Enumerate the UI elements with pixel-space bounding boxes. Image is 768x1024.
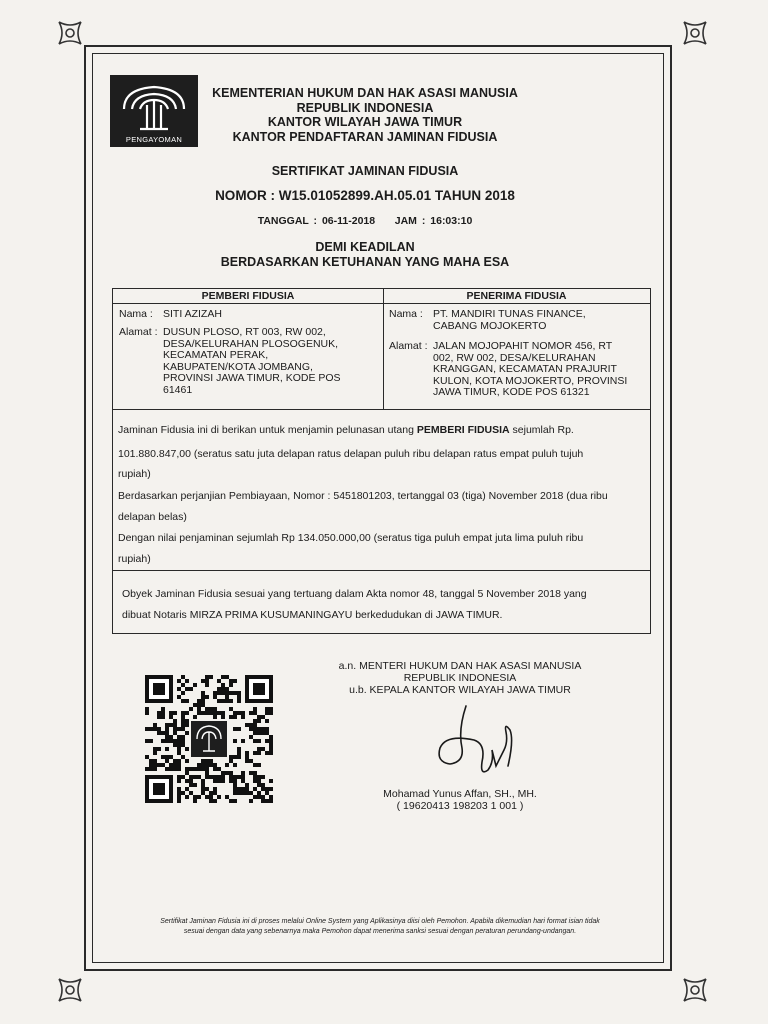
guarantee-line-7: rupiah) bbox=[118, 553, 151, 565]
giver-address-line: DUSUN PLOSO, RT 003, RW 002, bbox=[163, 326, 326, 338]
footer-line-2: sesuai dengan data yang sebenarnya maka Pemohon dapat menerima sanksi sesuai dengan peraturan perundang-undangan. bbox=[183, 928, 577, 935]
signatory-name: Mohamad Yunus Affan, SH., MH. bbox=[383, 788, 537, 800]
pengayoman-tree-icon bbox=[110, 75, 198, 135]
footer-line-1: Sertifikat Jaminan Fidusia ini di proses melalui Online System yang Aplikasinya diisi oleh Pemohon. Apabila dikemudian hari format isian tidak bbox=[160, 918, 600, 925]
giver-name: SITI AZIZAH bbox=[163, 308, 222, 320]
receiver-address-line: KRANGGAN, KECAMATAN PRAJURIT bbox=[433, 363, 617, 375]
signatory-title bbox=[300, 660, 620, 696]
receiver-name-line: PT. MANDIRI TUNAS FINANCE, bbox=[433, 308, 586, 320]
guarantee-line-4: Berdasarkan perjanjian Pembiayaan, Nomor : 5451801203, tertanggal 03 (tiga) November 2018 (dua ribu bbox=[118, 490, 608, 502]
receiver-name-label: Nama : bbox=[389, 308, 423, 320]
certificate-title: SERTIFIKAT JAMINAN FIDUSIA bbox=[271, 164, 459, 178]
ministry-header bbox=[200, 86, 530, 144]
object-line-2: dibuat Notaris MIRZA PRIMA KUSUMANINGAYU berkedudukan di JAWA TIMUR. bbox=[122, 609, 503, 621]
giver-heading: PEMBERI FIDUSIA bbox=[113, 289, 383, 304]
corner-ornament-icon bbox=[55, 18, 85, 48]
signatory-line-2: REPUBLIK INDONESIA bbox=[403, 672, 517, 684]
footer-disclaimer bbox=[100, 917, 660, 937]
giver-address-line: DESA/KELURAHAN PLOSOGENUK, bbox=[163, 337, 339, 350]
header-line-3: KANTOR WILAYAH JAWA TIMUR bbox=[267, 115, 463, 129]
guarantee-line-3: rupiah) bbox=[118, 468, 151, 480]
header-line-1: KEMENTERIAN HUKUM DAN HAK ASASI MANUSIA bbox=[212, 86, 518, 100]
signature-icon bbox=[428, 700, 528, 780]
motto-line-1: DEMI KEADILAN bbox=[315, 240, 415, 254]
receiver-address-line: 002, RW 002, DESA/KELURAHAN bbox=[433, 351, 596, 364]
motto bbox=[160, 240, 570, 270]
signatory-nip: ( 19620413 198203 1 001 ) bbox=[396, 800, 524, 812]
guarantee-line-5: delapan belas) bbox=[118, 511, 187, 523]
giver-address-line: KECAMATAN PERAK, bbox=[163, 349, 269, 361]
guarantee-line-2: 101.880.847,00 (seratus satu juta delapan ratus delapan puluh ribu delapan ratus empat puluh tujuh bbox=[118, 448, 584, 460]
qr-code bbox=[145, 675, 273, 803]
receiver-address-line: JAWA TIMUR, KODE POS 61321 bbox=[433, 386, 590, 398]
receiver-address-line: JALAN MOJOPAHIT NOMOR 456, RT bbox=[433, 340, 613, 352]
guarantee-line-1 bbox=[118, 424, 574, 436]
signatory-line-3: u.b. KEPALA KANTOR WILAYAH JAWA TIMUR bbox=[349, 684, 571, 696]
parties-table bbox=[112, 288, 651, 410]
corner-ornament-icon bbox=[680, 18, 710, 48]
motto-line-2: BERDASARKAN KETUHANAN YANG MAHA ESA bbox=[220, 255, 510, 269]
giver-address-line: 61461 bbox=[163, 383, 193, 396]
signatory-line-1: a.n. MENTERI HUKUM DAN HAK ASASI MANUSIA bbox=[338, 660, 582, 672]
guarantee-paragraph bbox=[112, 410, 651, 570]
giver-column bbox=[113, 289, 384, 409]
giver-name-label: Nama : bbox=[119, 308, 153, 320]
guarantee-line-1-suffix: sejumlah Rp. bbox=[509, 424, 574, 436]
guarantee-line-6: Dengan nilai penjaminan sejumlah Rp 134.050.000,00 (seratus tiga puluh empat juta lima puluh ribu bbox=[118, 532, 584, 544]
certificate-number: NOMOR : W15.01052899.AH.05.01 TAHUN 2018 bbox=[215, 188, 515, 203]
corner-ornament-icon bbox=[680, 975, 710, 1005]
guarantee-line-1-prefix: Jaminan Fidusia ini di berikan untuk menjamin pelunasan utang bbox=[118, 424, 417, 436]
object-description-box bbox=[112, 570, 651, 634]
giver-address-line: KABUPATEN/KOTA JOMBANG, bbox=[163, 360, 313, 373]
certificate-datetime: TANGGAL : 06-11-2018 JAM : 16:03:10 bbox=[257, 215, 473, 227]
header-line-2: REPUBLIK INDONESIA bbox=[296, 100, 434, 115]
pengayoman-logo bbox=[110, 75, 198, 147]
giver-address-line: PROVINSI JAWA TIMUR, KODE POS bbox=[163, 372, 341, 384]
receiver-name-line: CABANG MOJOKERTO bbox=[433, 319, 547, 332]
header-line-4: KANTOR PENDAFTARAN JAMINAN FIDUSIA bbox=[232, 129, 498, 144]
giver-address-label: Alamat : bbox=[119, 326, 158, 338]
corner-ornament-icon bbox=[55, 975, 85, 1005]
receiver-heading: PENERIMA FIDUSIA bbox=[383, 289, 650, 304]
receiver-address-label: Alamat : bbox=[389, 340, 428, 352]
receiver-address-line: KULON, KOTA MOJOKERTO, PROVINSI bbox=[433, 374, 628, 387]
logo-caption: PENGAYOMAN bbox=[125, 135, 183, 144]
object-line-1: Obyek Jaminan Fidusia sesuai yang tertuang dalam Akta nomor 48, tanggal 5 November 2018 yang bbox=[122, 588, 587, 600]
signatory-identity bbox=[330, 788, 590, 812]
guarantee-line-1-bold: PEMBERI FIDUSIA bbox=[416, 424, 510, 436]
receiver-column bbox=[383, 289, 650, 409]
